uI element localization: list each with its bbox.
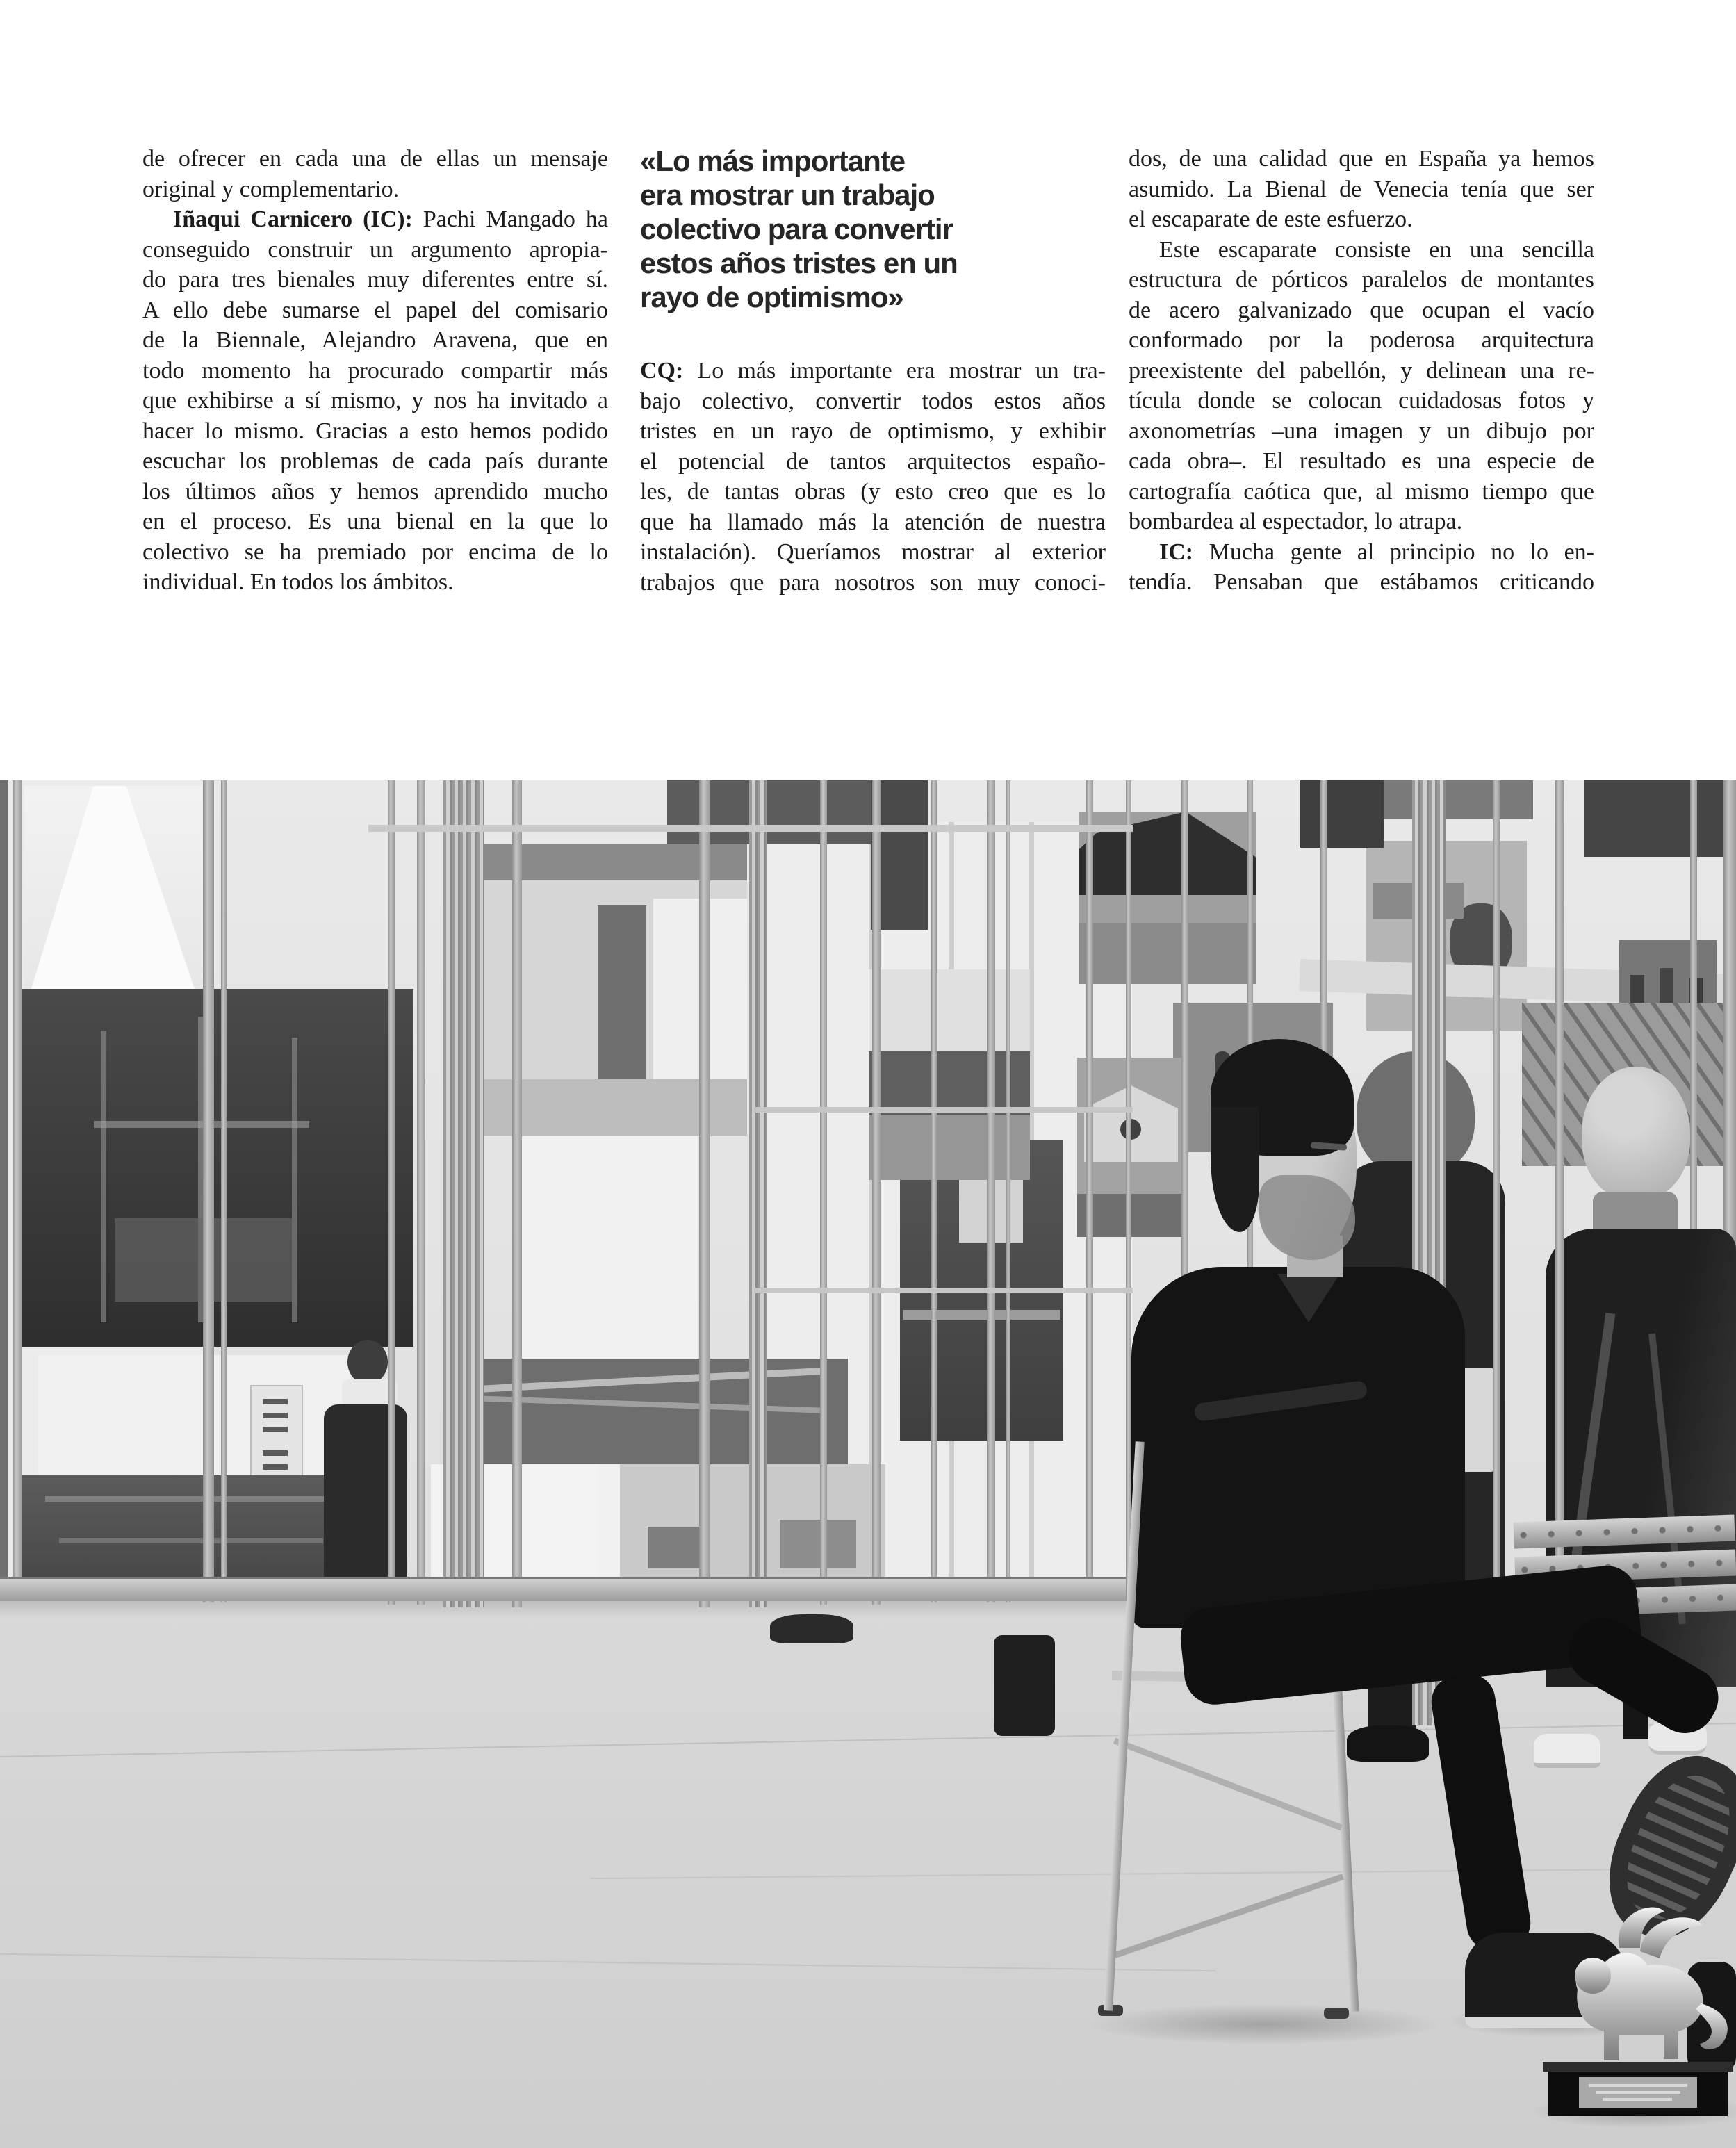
article-text-block bbox=[0, 0, 1736, 780]
floor-seam bbox=[0, 1953, 1216, 1971]
photo-above-man bbox=[1300, 780, 1384, 848]
top-rail bbox=[368, 825, 1133, 832]
frame-post bbox=[987, 780, 995, 1602]
text-line: de la Biennale, Alejandro Aravena, que en bbox=[142, 327, 608, 353]
distant-visitor-shoe bbox=[770, 1614, 853, 1643]
text-line: conseguido construir un argumento apropia- bbox=[142, 236, 608, 263]
text-line: el escaparate de este esfuerzo. bbox=[1129, 206, 1413, 232]
frame-post bbox=[13, 780, 22, 1600]
text-line: original y complementario. bbox=[142, 176, 400, 202]
text-line: IC: Mucha gente al principio no lo en- bbox=[1159, 539, 1594, 565]
pull-quote-line: era mostrar un trabajo bbox=[640, 179, 935, 211]
frame-post bbox=[417, 780, 425, 1605]
house-roof bbox=[1079, 812, 1256, 895]
scaffold-detail bbox=[45, 1496, 337, 1502]
text-line: de acero galvanizado que ocupan el vacío bbox=[1129, 297, 1594, 323]
shirt-fold bbox=[1193, 1380, 1368, 1423]
text-line: cartografía caótica que, al mismo tiempo que bbox=[1129, 478, 1594, 505]
golden-lion-trophy bbox=[1536, 1892, 1736, 2129]
shirt-collar bbox=[1277, 1274, 1340, 1322]
text-line: Este escaparate consiste en una sencilla bbox=[1159, 236, 1594, 263]
lion-tail bbox=[1696, 2003, 1728, 2049]
cone-shape bbox=[31, 786, 195, 989]
frame-post-ribbed bbox=[749, 780, 767, 1607]
text-line: colectivo se ha premiado por encima de lo bbox=[142, 539, 608, 565]
frame-post bbox=[512, 780, 522, 1607]
visitor-back-shoe bbox=[1347, 1725, 1429, 1762]
text-line: axonometrías –una imagen y un dibujo por bbox=[1129, 418, 1594, 444]
frame-post bbox=[203, 780, 214, 1602]
seated-man-torso bbox=[1131, 1267, 1465, 1628]
photo-pool-house bbox=[1366, 841, 1527, 1031]
photo-cone-tower bbox=[24, 786, 202, 989]
visitor-viewer-head bbox=[347, 1340, 388, 1384]
text-line: bajo colectivo, convertir todos estos años bbox=[640, 388, 1106, 414]
mid-rail bbox=[754, 1288, 1133, 1293]
text-line: que exhibirse a sí mismo, y nos ha invitado a bbox=[142, 388, 608, 413]
white-sneaker bbox=[1534, 1734, 1600, 1768]
visitor-viewer-body bbox=[324, 1404, 407, 1598]
frame-post bbox=[1181, 780, 1188, 1309]
interior-counter bbox=[903, 1310, 1060, 1320]
interior-objects bbox=[780, 1520, 856, 1568]
frame-post bbox=[820, 780, 827, 1605]
text-line: individual. En todos los ámbitos. bbox=[142, 569, 454, 595]
visitor-boot bbox=[994, 1635, 1055, 1736]
text-line: les, de tantas obras (y esto creo que es lo bbox=[640, 479, 1106, 505]
text-line: CQ: Lo más importante era mostrar un tra- bbox=[640, 358, 1106, 384]
frame-post bbox=[388, 780, 395, 1605]
bottom-rail bbox=[0, 1577, 1126, 1601]
text-line: estructura de pórticos paralelos de montantes bbox=[1129, 267, 1594, 293]
button-dots bbox=[263, 1399, 288, 1432]
text-line: instalación). Queríamos mostrar al exterior bbox=[640, 539, 1106, 565]
hill-grass bbox=[1079, 923, 1256, 984]
text-line: en el proceso. Es una bienal en la que lo bbox=[142, 509, 608, 534]
text-line: tendía. Pensaban que estábamos criticando bbox=[1129, 569, 1594, 595]
text-line: do para tres bienales muy diferentes entre sí. bbox=[142, 267, 608, 293]
exhibition-photograph bbox=[0, 780, 1736, 2148]
text-line: asumido. La Bienal de Venecia tenía que ser bbox=[1129, 176, 1594, 202]
frame-post bbox=[1320, 780, 1327, 1072]
text-line: bombardea al espectador, lo atrapa. bbox=[1129, 509, 1463, 534]
foreground-post bbox=[1555, 780, 1564, 1602]
mid-rail bbox=[754, 1107, 1133, 1113]
text-line: tícula donde se colocan cuidadosas fotos y bbox=[1129, 388, 1594, 413]
frame-post bbox=[1126, 780, 1131, 1601]
visitor-woman-hair bbox=[1582, 1067, 1690, 1200]
text-line: cada obra–. El resultado es una especie de bbox=[1129, 448, 1594, 474]
article-column-1 bbox=[142, 144, 608, 598]
text-line: preexistente del pabellón, y delinean una re- bbox=[1129, 357, 1594, 384]
text-line: conformado por la poderosa arquitectura bbox=[1129, 327, 1594, 353]
text-line: Iñaqui Carnicero (IC): Pachi Mangado ha bbox=[173, 206, 608, 232]
text-line: el potencial de tantos arquitectos españo- bbox=[640, 448, 1106, 475]
text-line: A ello debe sumarse el papel del comisario bbox=[142, 297, 608, 323]
roof-arc bbox=[473, 1368, 827, 1393]
frame-post-ribbed bbox=[443, 780, 484, 1607]
text-line: tristes en un rayo de optimismo, y exhibir bbox=[640, 418, 1106, 444]
photo-house-on-hill bbox=[1079, 812, 1256, 984]
frame-post bbox=[221, 780, 227, 1602]
text-line: que ha llamado más la atención de nuestra bbox=[640, 509, 1106, 535]
text-line: hacer lo mismo. Gracias a esto hemos podido bbox=[142, 418, 608, 444]
text-line: dos, de una calidad que en España ya hemos bbox=[1129, 146, 1594, 172]
photo-scaffold-interior bbox=[17, 989, 413, 1347]
pull-quote-line: colectivo para convertir bbox=[640, 213, 953, 245]
roof-arc bbox=[480, 1395, 820, 1413]
frame-post bbox=[1086, 780, 1093, 1601]
text-line: trabajos que para nosotros son muy conoci- bbox=[640, 569, 1106, 596]
pull-quote bbox=[640, 144, 1106, 314]
text-line: los últimos años y hemos aprendido mucho bbox=[142, 478, 608, 505]
photo-top-right bbox=[1584, 780, 1736, 857]
lion-head bbox=[1575, 1958, 1611, 1994]
trophy-base-top bbox=[1543, 2062, 1733, 2072]
text-line: escuchar los problemas de cada país durante bbox=[142, 448, 608, 474]
pull-quote-line: «Lo más importante bbox=[640, 145, 906, 177]
chair-foot-cap bbox=[1324, 2008, 1349, 2019]
photo-hangar-roof bbox=[452, 1359, 848, 1464]
scaffold-detail bbox=[94, 1121, 309, 1128]
room-doorway bbox=[598, 905, 646, 1079]
photo-white-panel bbox=[38, 1355, 351, 1477]
floor-seam bbox=[591, 1868, 1736, 1879]
lion-wing bbox=[1640, 1917, 1703, 1958]
article-column-3 bbox=[1129, 144, 1594, 598]
chair-shadow bbox=[1084, 2003, 1446, 2045]
scaffold-detail bbox=[101, 1031, 106, 1322]
pull-quote-line: rayo de optimismo» bbox=[640, 281, 903, 313]
frame-post bbox=[0, 780, 8, 1600]
scaffold-detail bbox=[59, 1538, 323, 1543]
frame-post bbox=[699, 780, 710, 1607]
text-line: de ofrecer en cada una de ellas un mensaje bbox=[142, 146, 608, 172]
pull-quote-line: estos años tristes en un bbox=[640, 247, 958, 279]
photo-top-right2 bbox=[1366, 780, 1533, 819]
article-column-2 bbox=[640, 144, 1106, 598]
frame-post bbox=[1006, 780, 1010, 1602]
frame-post bbox=[872, 780, 881, 1605]
text-line: todo momento ha procurado compartir más bbox=[142, 357, 608, 384]
foreground-post bbox=[1493, 780, 1500, 1602]
frame-post bbox=[931, 780, 937, 1602]
